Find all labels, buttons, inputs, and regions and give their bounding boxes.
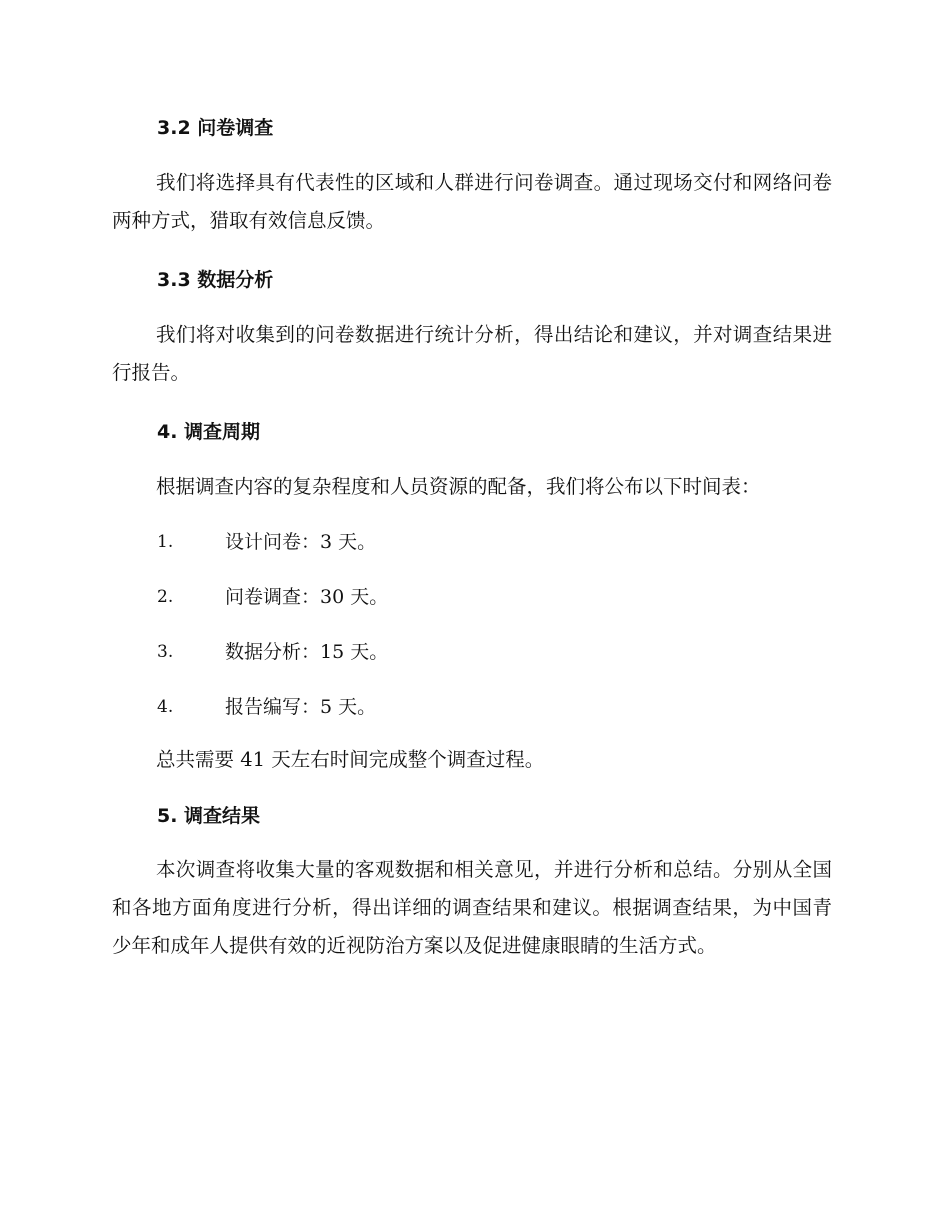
section-heading-data-analysis: 3.3 数据分析 xyxy=(157,269,274,291)
paragraph-data-analysis: 我们将对收集到的问卷数据进行统计分析，得出结论和建议，并对调查结果进行报告。 xyxy=(112,323,832,384)
section-heading-questionnaire: 3.2 问卷调查 xyxy=(157,117,274,139)
list-number: 3. xyxy=(157,642,174,662)
list-number: 1. xyxy=(157,532,174,552)
list-text: 数据分析：15 天。 xyxy=(225,641,389,663)
list-text: 设计问卷：3 天。 xyxy=(225,531,377,553)
paragraph-questionnaire: 我们将选择具有代表性的区域和人群进行问卷调查。通过现场交付和网络问卷两种方式，猎取有效信息反馈。 xyxy=(112,171,832,232)
section-heading-survey-results: 5. 调查结果 xyxy=(157,805,261,827)
paragraph-survey-period-summary: 总共需要 41 天左右时间完成整个调查过程。 xyxy=(156,748,545,771)
paragraph-survey-results: 本次调查将收集大量的客观数据和相关意见，并进行分析和总结。分别从全国和各地方面角度进行分析，得出详细的调查结果和建议。根据调查结果，为中国青少年和成年人提供有效的近视防治方案以及促进健康眼睛的生活方式。 xyxy=(112,858,832,957)
list-number: 4. xyxy=(157,697,174,717)
paragraph-survey-period-intro: 根据调查内容的复杂程度和人员资源的配备，我们将公布以下时间表： xyxy=(156,475,761,498)
list-text: 问卷调查：30 天。 xyxy=(225,586,389,608)
section-heading-survey-period: 4. 调查周期 xyxy=(157,421,261,443)
list-number: 2. xyxy=(157,587,174,607)
list-text: 报告编写：5 天。 xyxy=(225,696,377,718)
